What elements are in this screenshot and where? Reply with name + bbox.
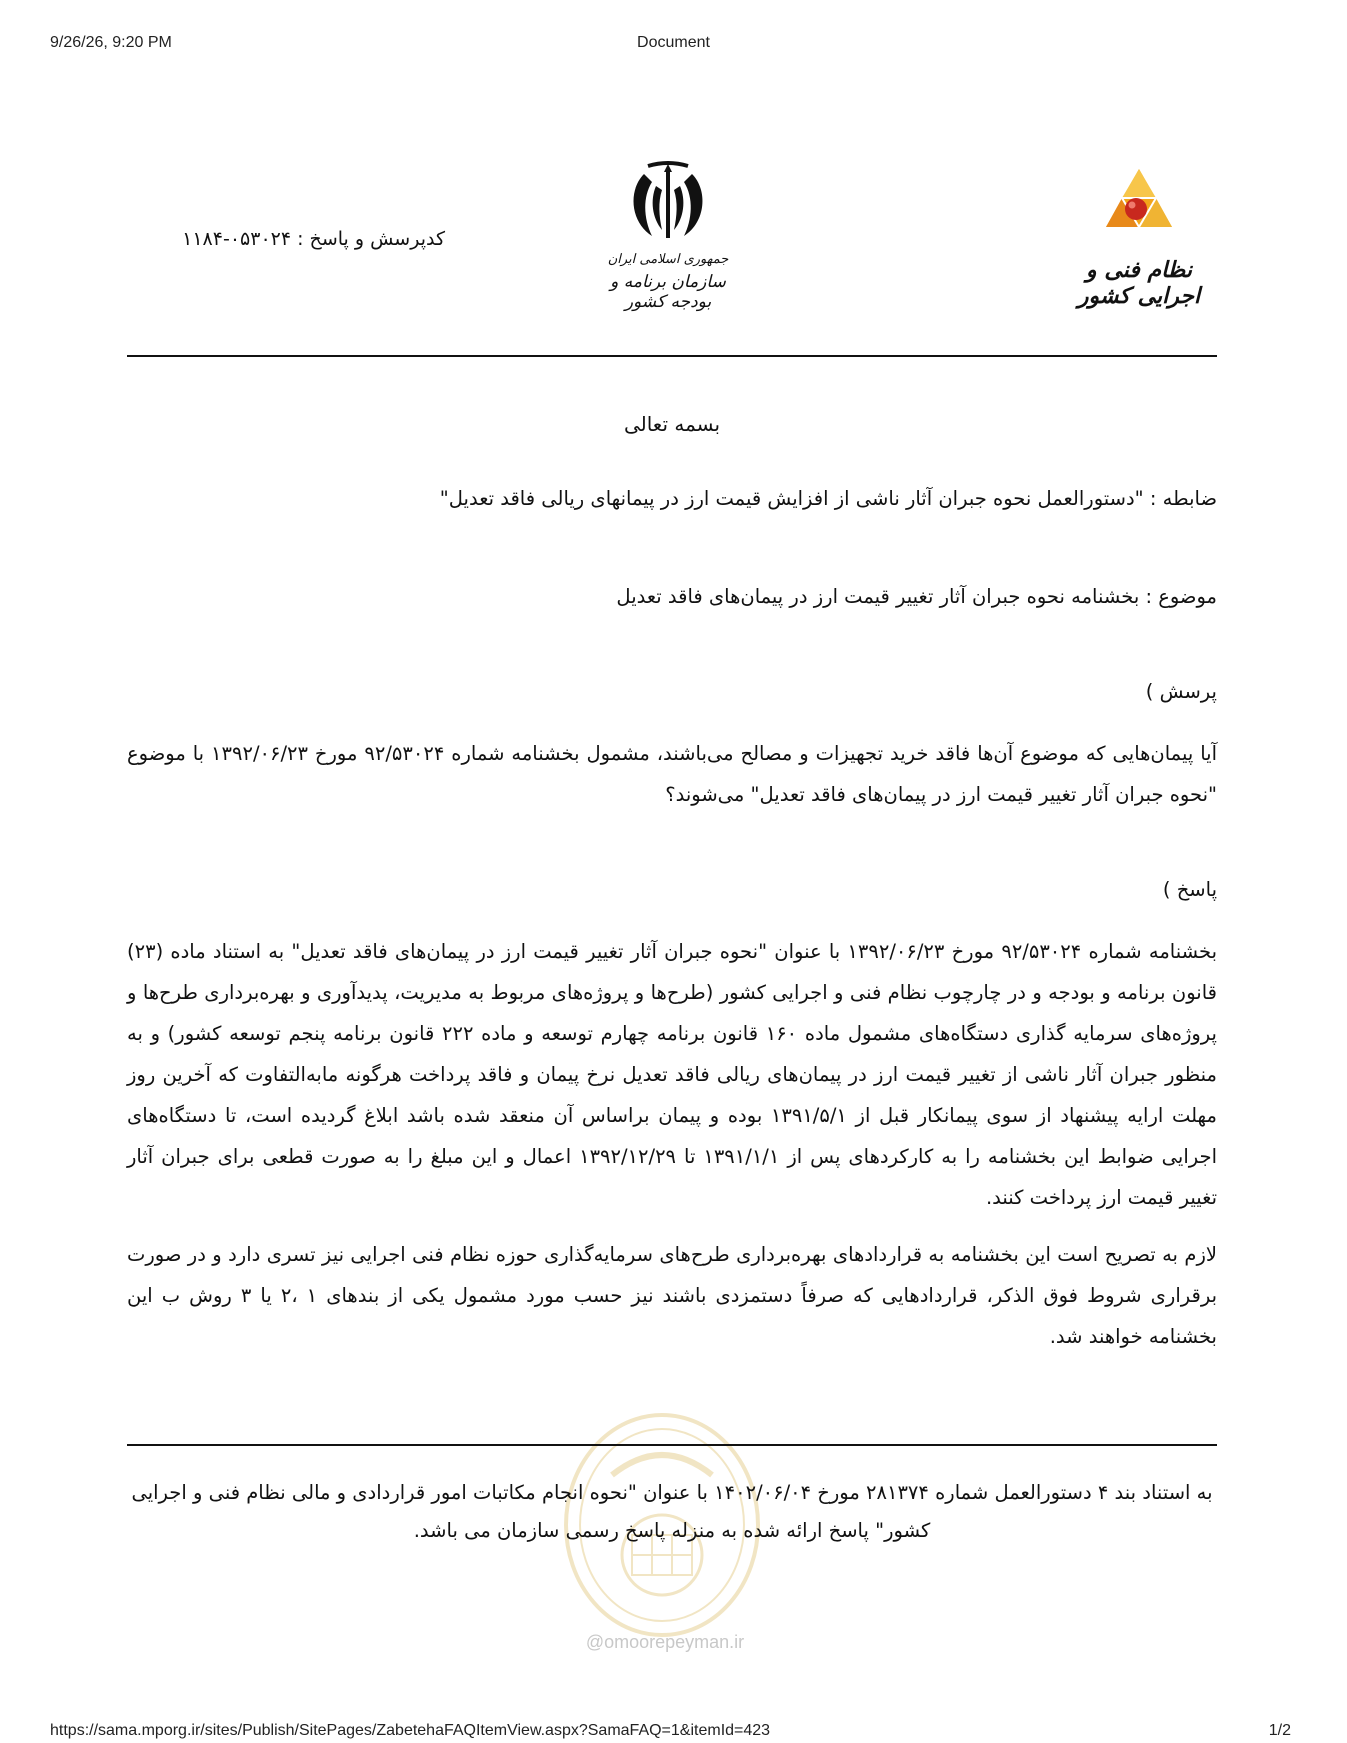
print-footer [0,1722,1347,1742]
question-text: آیا پیمان‌هایی که موضوع آن‌ها فاقد خرید تجهیزات و مصالح می‌باشند، مشمول بخشنامه شماره ۹۲/۵۳۰۲۴ مورخ ۱۳۹۲/۰۶/۲۳ با موضوع "نحوه جبران آثار تغییر قیمت ارز در پیمان‌های فاقد تعدیل" می‌شوند؟ [127,742,1217,806]
emblem-line-organization: سازمان برنامه و بودجه کشور [610,272,726,312]
subject-line: موضوع : بخشنامه نحوه جبران آثار تغییر قیمت ارز در پیمان‌های فاقد تعدیل [616,585,1217,608]
question-heading: پرسش ) [1145,680,1217,703]
nezam-fanni-logo [1064,165,1214,309]
footer-divider [127,1444,1217,1446]
plan-budget-emblem [598,160,738,310]
watermark-site-text: @omoorepeyman.ir [585,1632,745,1652]
zabeteh-line: ضابطه : "دستورالعمل نحوه جبران آثار ناشی از افزایش قیمت ارز در پیمانهای ریالی فاقد تعدیل" [439,487,1217,510]
answer-heading: پاسخ ) [1162,878,1217,901]
nezam-fanni-logo-text: نظام فنی و اجرایی کشور [1077,257,1201,309]
basmala: بسمه تعالی [623,412,721,436]
header-divider [127,355,1217,357]
print-url: https://sama.mporg.ir/sites/Publish/SitePages/ZabetehaFAQItemView.aspx?SamaFAQ=1&itemId=423 [50,1722,771,1739]
iran-emblem-icon [622,160,714,248]
print-datetime: 9/26/26, 9:20 PM [50,34,172,51]
print-document-title: Document [637,34,710,51]
print-header [0,34,1347,54]
faq-code-value: ۰۵۳۰۲۴-۱۱۸۴ [182,228,292,250]
answer-paragraph-1: بخشنامه شماره ۹۲/۵۳۰۲۴ مورخ ۱۳۹۲/۰۶/۲۳ با عنوان "نحوه جبران آثار تغییر قیمت ارز در پیمان‌های فاقد تعدیل" به استناد ماده (۲۳) قانون برنامه و بودجه و در چارچوب نظام فنی و اجرایی کشور (طرح‌ها و پروژه‌های مربوط به مدیریت، پدیدآوری و بهره‌برداری طرح‌ها و پروژه‌های سرمایه گذاری دستگاه‌های مشمول ماده ۱۶۰ قانون برنامه چهارم توسعه و ماده ۲۲۲ قانون برنامه پنجم توسعه کشور) و به منظور جبران آثار ناشی از تغییر قیمت ارز در پیمان‌های ریالی فاقد تعدیل نرخ پیمان و فاقد پرداخت هرگونه مابه‌التفاوت که آخرین روز مهلت ارایه پیشنهاد از سوی پیمانکار قبل از ۱۳۹۱/۵/۱ بوده و پیمان براساس آن منعقد شده باشد ابلاغ گردیده است، تا دستگاه‌های اجرایی ضوابط این بخشنامه را به کارکردهای پس از ۱۳۹۱/۱/۱ تا ۱۳۹۲/۱۲/۲۹ اعمال و این مبلغ را به صورت قطعی برای جبران آثار تغییر قیمت ارز پرداخت کنند. [127,940,1218,1209]
faq-code [145,228,445,250]
nezam-fanni-logo-icon [1102,165,1176,241]
answer-paragraph-2: لازم به تصریح است این بخشنامه به قراردادهای بهره‌برداری طرح‌های سرمایه‌گذاری حوزه نظام فنی اجرایی نیز تسری دارد و در صورت برقراری شروط فوق الذکر، قراردادهایی که صرفاً دستمزدی باشند نیز حسب مورد مشمول یکی از بندهای ۱ ،۲ یا ۳ روش ب این بخشنامه خواهند شد. [127,1243,1218,1348]
faq-code-label: کدپرسش و پاسخ : [297,228,445,250]
emblem-line-country: جمهوری اسلامی ایران [607,252,729,267]
print-page-number: 1/2 [1268,1722,1291,1739]
official-response-note: به استناد بند ۴ دستورالعمل شماره ۲۸۱۳۷۴ مورخ ۱۴۰۲/۰۶/۰۴ با عنوان "نحوه انجام مکاتبات امور قراردادی و مالی نظام فنی و اجرایی کشور" پاسخ ارائه شده به منزله پاسخ رسمی سازمان می باشد. [131,1481,1213,1542]
